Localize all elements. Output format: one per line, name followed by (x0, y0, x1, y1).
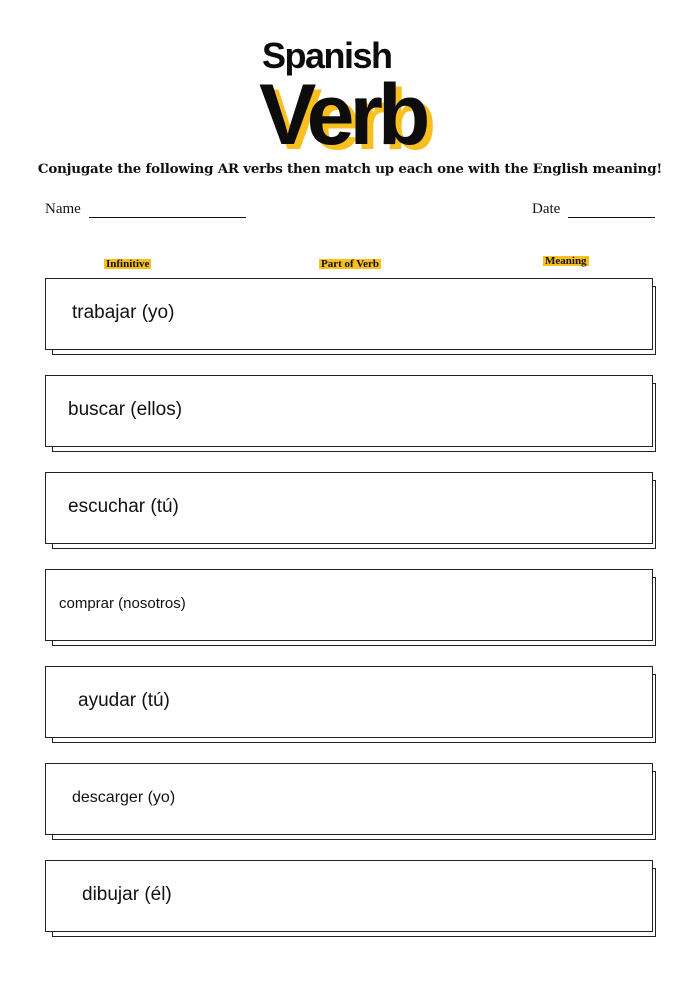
verb-card[interactable] (45, 763, 653, 835)
verb-card[interactable] (45, 666, 653, 738)
verb-text: ayudar (tú) (78, 690, 170, 711)
verb-card[interactable] (45, 472, 653, 544)
column-header-part-of-verb: Part of Verb (321, 258, 380, 270)
verb-text: trabajar (yo) (72, 302, 175, 323)
verb-card[interactable] (45, 860, 653, 932)
column-header-infinitive: Infinitive (106, 258, 150, 270)
date-label: Date (532, 201, 561, 217)
date-field[interactable] (568, 217, 655, 218)
verb-card[interactable] (45, 278, 653, 350)
name-field[interactable] (89, 217, 246, 218)
verb-card[interactable] (45, 569, 653, 641)
verb-text: escuchar (tú) (68, 496, 179, 517)
verb-card[interactable] (45, 375, 653, 447)
instructions: Conjugate the following AR verbs then match up each one with the English meaning! (37, 161, 663, 177)
verb-text: comprar (nosotros) (59, 595, 186, 612)
name-label: Name (45, 201, 81, 217)
verb-text: dibujar (él) (82, 884, 172, 905)
verb-text: buscar (ellos) (68, 399, 183, 420)
column-header-meaning: Meaning (545, 255, 587, 267)
title-spanish: Spanish (262, 35, 392, 76)
verb-text: descarger (yo) (72, 789, 176, 806)
title-verb: Verb (259, 67, 426, 163)
